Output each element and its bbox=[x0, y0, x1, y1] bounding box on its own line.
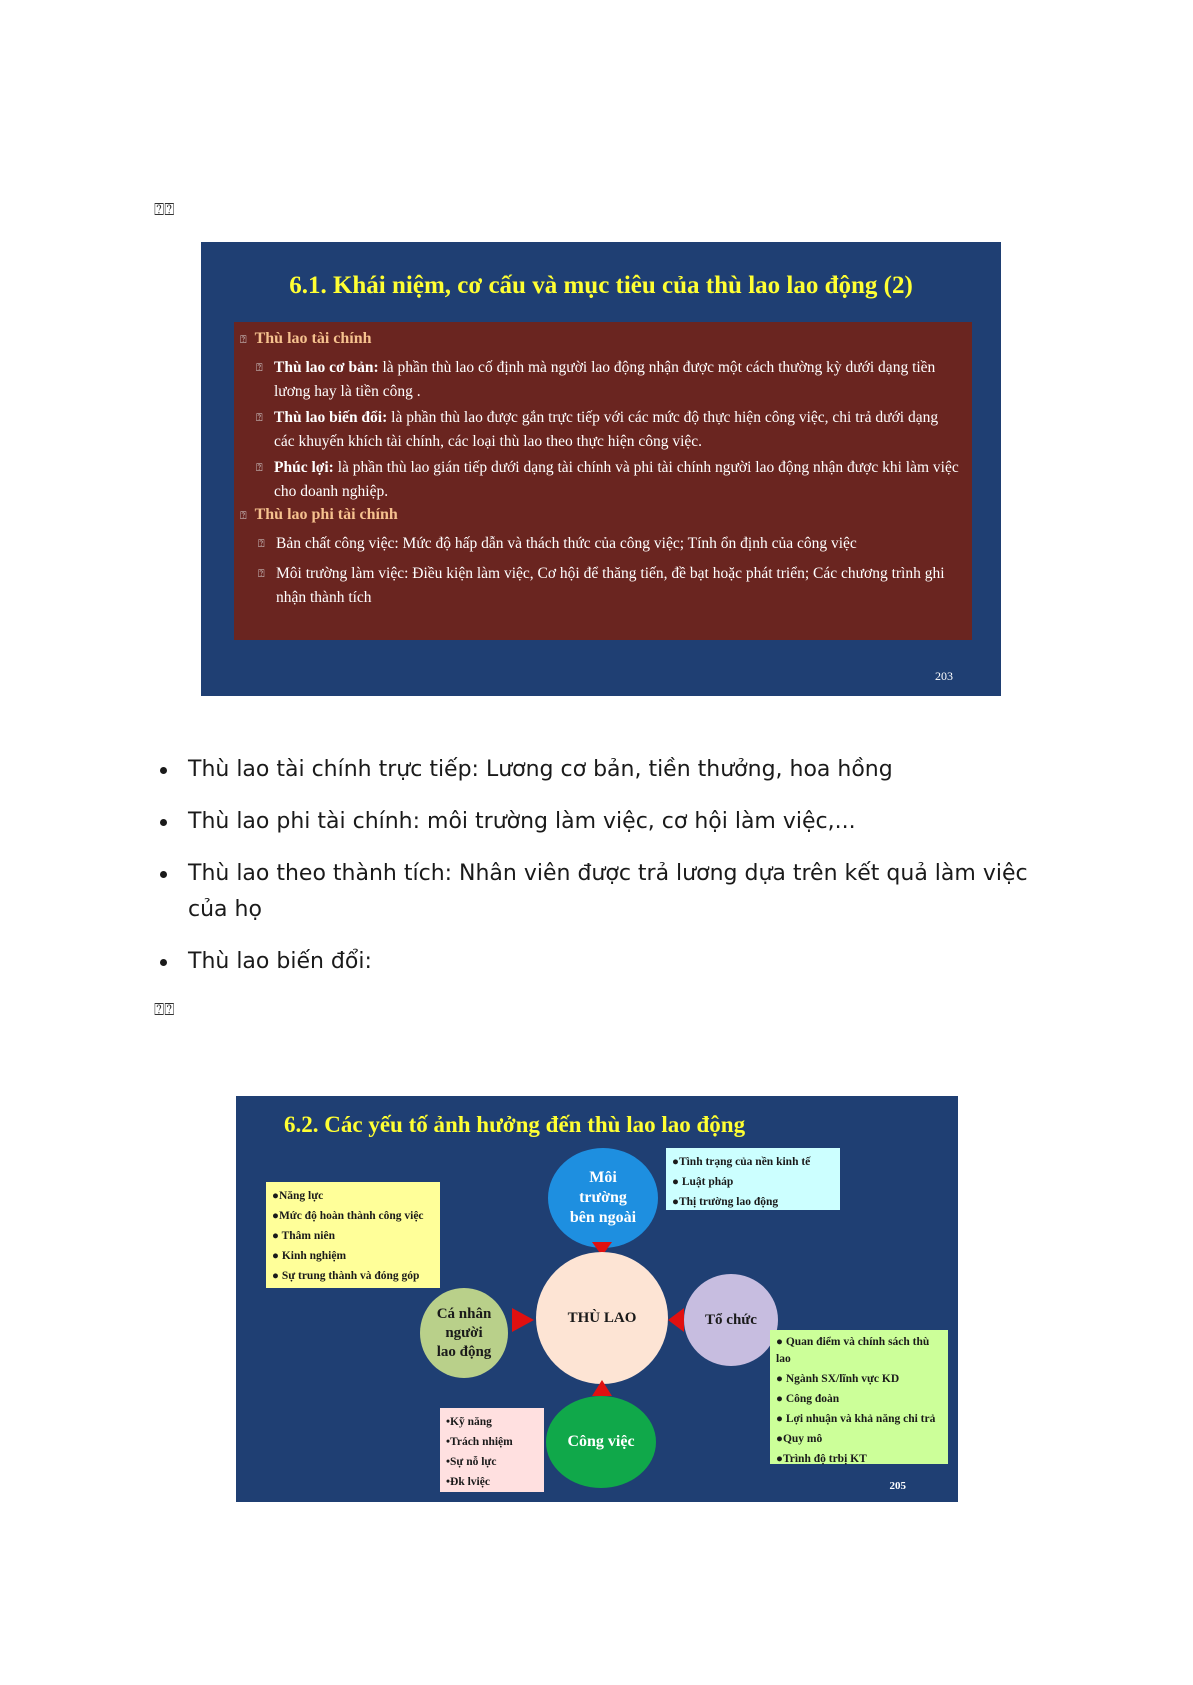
arrow-up-icon bbox=[592, 1380, 612, 1396]
list-item: ⍰ Bản chất công việc: Mức độ hấp dẫn và thách thức của công việc; Tính ổn định của công việc bbox=[258, 532, 962, 556]
slide-image-factors-diagram bbox=[236, 1096, 958, 1502]
job-factors-box: •Kỹ năng •Trách nhiệm •Sự nỗ lực •Đk lviệc bbox=[440, 1408, 544, 1492]
individual-factors-box: ●Năng lực ●Mức độ hoàn thành công việc ● Thâm niên ● Kinh nghiệm ● Sự trung thành và đóng góp bbox=[266, 1182, 440, 1288]
bullet-item: Thù lao phi tài chính: môi trường làm việc, cơ hội làm việc,... bbox=[160, 804, 1060, 840]
slide-image-compensation-structure bbox=[201, 242, 1001, 696]
bullet-item: Thù lao biến đổi: bbox=[160, 944, 1060, 980]
bullet-item: Thù lao tài chính trực tiếp: Lương cơ bản, tiền thưởng, hoa hồng bbox=[160, 752, 1060, 788]
compensation-center-node: THÙ LAO bbox=[536, 1252, 668, 1384]
list-item: ⍰ Thù lao cơ bản: là phần thù lao cố định mà người lao động nhận được một cách thường kỳ dưới dạng tiền lương hay là tiền công . bbox=[256, 356, 960, 404]
slide-page-number: 205 bbox=[889, 1480, 906, 1492]
bullet-item: Thù lao theo thành tích: Nhân viên được trả lương dựa trên kết quả làm việc của họ bbox=[160, 856, 1060, 928]
square-bullet-icon: ⍰ bbox=[258, 538, 265, 550]
missing-glyph-marker: ⍰⍰ bbox=[154, 1000, 175, 1020]
arrow-left-icon bbox=[668, 1308, 684, 1332]
organization-factors-box: ● Quan điểm và chính sách thù lao ● Ngành SX/lĩnh vực KD ● Công đoàn ● Lợi nhuận và khả năng chi trả ●Quy mô ●Trình độ trbị KT bbox=[770, 1330, 948, 1464]
slide-title: 6.2. Các yếu tố ảnh hưởng đến thù lao lao động bbox=[284, 1112, 746, 1137]
organization-node: Tổ chức bbox=[684, 1274, 778, 1366]
content-panel bbox=[234, 322, 972, 640]
section-heading-non-financial: ⍰ Thù lao phi tài chính bbox=[240, 506, 398, 523]
square-bullet-icon: ⍰ bbox=[258, 568, 265, 580]
list-item: ⍰ Phúc lợi: là phần thù lao gián tiếp dưới dạng tài chính và phi tài chính người lao động nhận được khi làm việc cho doanh nghiệp. bbox=[256, 456, 960, 504]
section-heading-financial: ⍰ Thù lao tài chính bbox=[240, 330, 372, 347]
slide-title: 6.1. Khái niệm, cơ cấu và mục tiêu của thù lao lao động (2) bbox=[289, 272, 913, 299]
square-bullet-icon: ⍰ bbox=[256, 362, 263, 374]
list-item: ⍰ Thù lao biến đổi: là phần thù lao được gắn trực tiếp với các mức độ thực hiện công việc, chi trả dưới dạng các khuyến khích tài chính, các loại thù lao theo thực hiện công việc. bbox=[256, 406, 960, 454]
bullet-list bbox=[160, 752, 1060, 996]
square-bullet-icon: ⍰ bbox=[240, 334, 247, 346]
missing-glyph-marker: ⍰⍰ bbox=[154, 200, 175, 220]
square-bullet-icon: ⍰ bbox=[240, 510, 247, 522]
list-item: ⍰ Môi trường làm việc: Điều kiện làm việc, Cơ hội để thăng tiến, đề bạt hoặc phát triển; Các chương trình ghi nhận thành tích bbox=[258, 562, 962, 610]
individual-employee-node: Cá nhân người lao động bbox=[420, 1288, 508, 1378]
square-bullet-icon: ⍰ bbox=[256, 462, 263, 474]
square-bullet-icon: ⍰ bbox=[256, 412, 263, 424]
arrow-right-icon bbox=[512, 1308, 534, 1332]
slide-page-number: 203 bbox=[935, 669, 953, 683]
external-factors-box: ●Tình trạng của nền kinh tế ● Luật pháp ●Thị trường lao động bbox=[666, 1148, 840, 1210]
job-node: Công việc bbox=[546, 1396, 656, 1488]
external-environment-node: Môi trường bên ngoài bbox=[548, 1148, 658, 1248]
